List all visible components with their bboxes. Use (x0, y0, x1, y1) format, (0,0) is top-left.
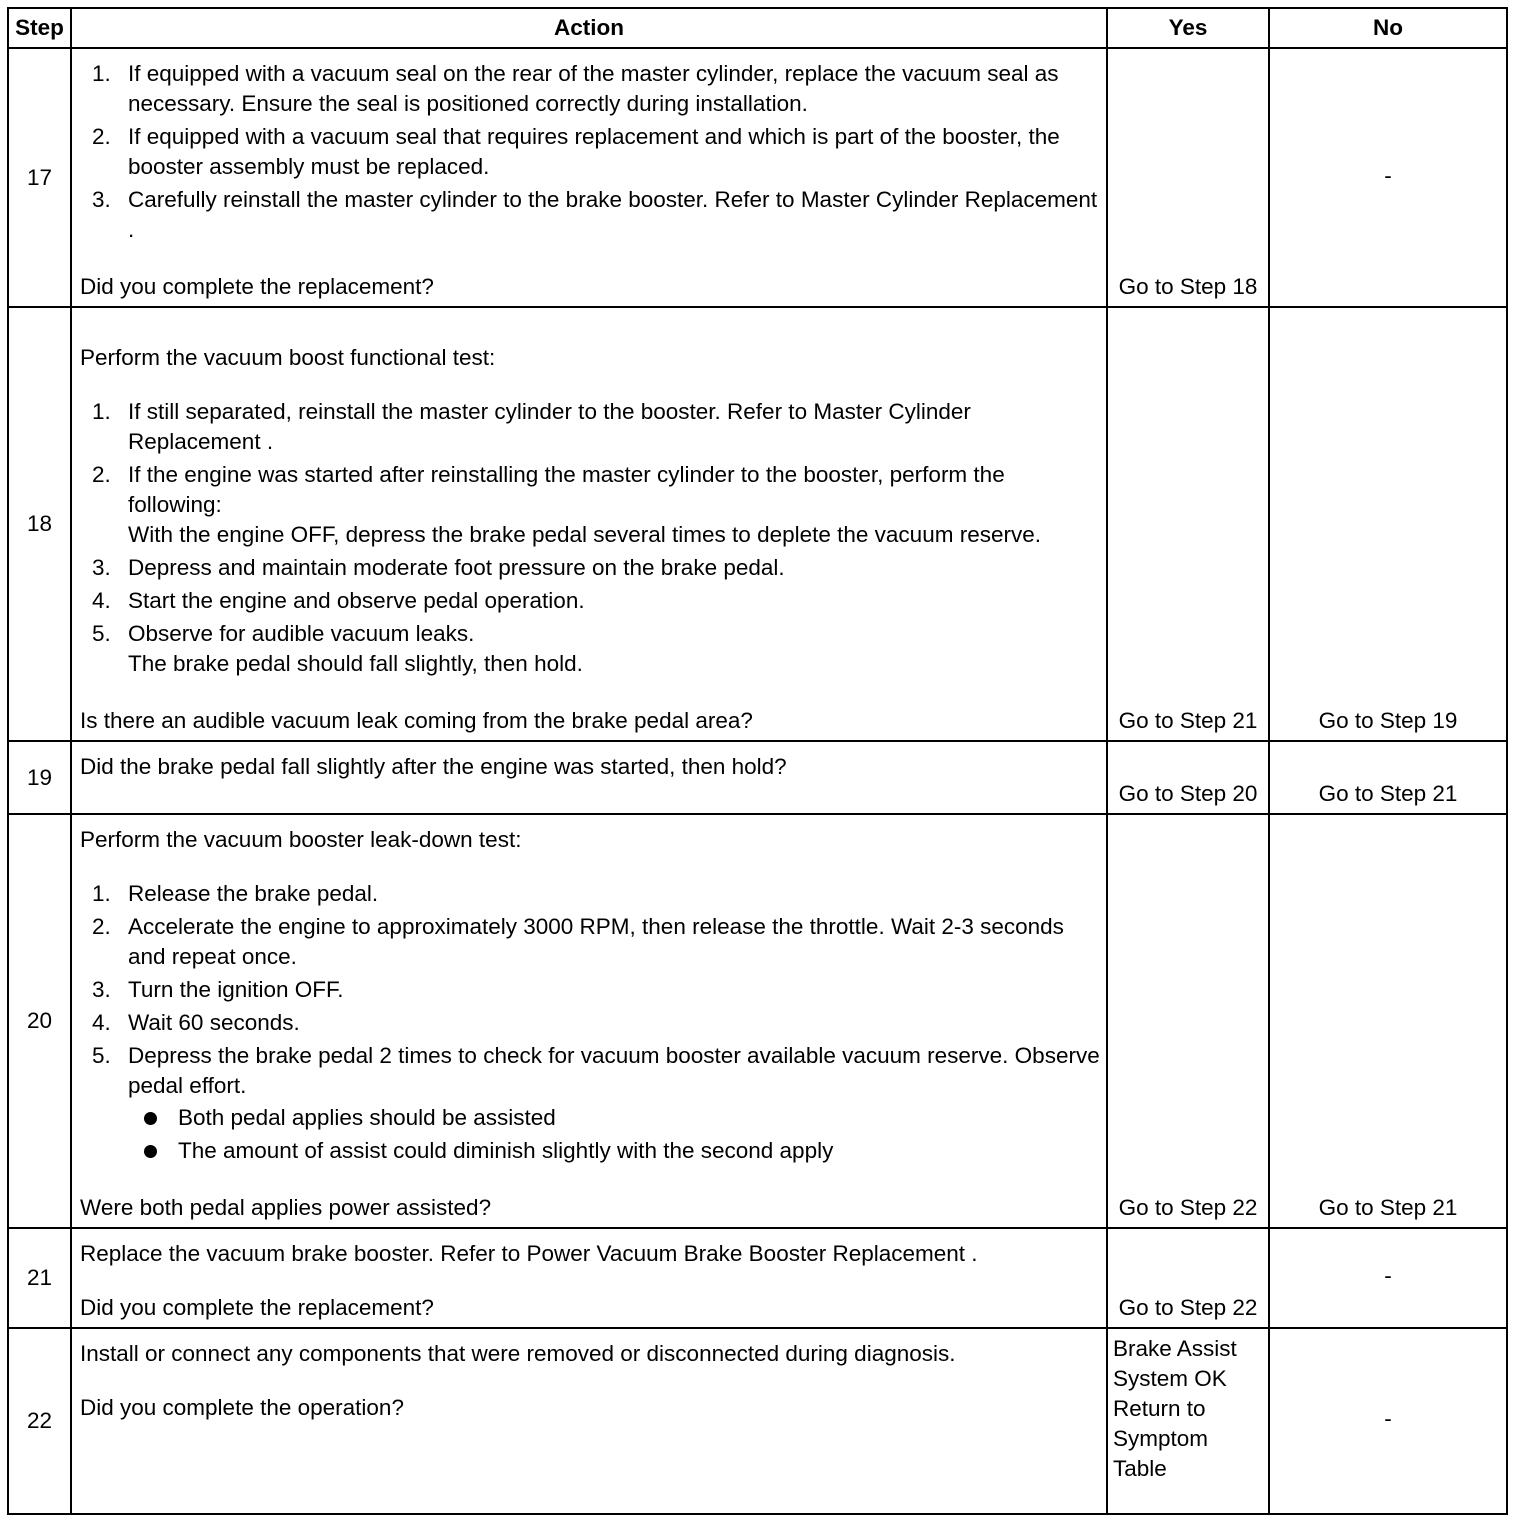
step-number: 17 (8, 48, 71, 307)
no-cell: - (1269, 48, 1507, 307)
step-number: 20 (8, 814, 71, 1228)
yes-result: Brake Assist System OK (1113, 1336, 1237, 1391)
header-row (8, 8, 1507, 48)
list-item: 2. If the engine was started after reinstalling the master cylinder to the booster, perform the following: With the engine OFF, depress the brake pedal several times to deplete the vacuum reserve. (92, 462, 1041, 547)
yes-cell: Go to Step 20 (1107, 741, 1269, 814)
action-cell (71, 814, 1107, 1228)
list-item: 3. Turn the ignition OFF. (92, 977, 344, 1002)
question-text: Were both pedal applies power assisted? (80, 1195, 492, 1220)
intro-text: Perform the vacuum boost functional test: (80, 345, 496, 370)
step-number: 22 (8, 1328, 71, 1514)
diagnostic-table (7, 7, 1508, 1515)
question-text: Is there an audible vacuum leak coming from the brake pedal area? (80, 708, 753, 733)
yes-cell: Go to Step 22 (1107, 1228, 1269, 1328)
list-item: 2. If equipped with a vacuum seal that requires replacement and which is part of the booster, the booster assembly must be replaced. (92, 124, 1060, 179)
question-text: Did you complete the operation? (80, 1395, 404, 1420)
header-step: Step (8, 8, 71, 48)
step-note: With the engine OFF, depress the brake pedal several times to deplete the vacuum reserve. (128, 522, 1041, 547)
intro-text: Perform the vacuum booster leak-down test: (80, 827, 522, 852)
step-note: The brake pedal should fall slightly, then hold. (128, 651, 583, 676)
numbered-list (80, 59, 1100, 245)
bullet-item: The amount of assist could diminish slightly with the second apply (128, 1136, 1100, 1166)
list-item: 5. Observe for audible vacuum leaks. The brake pedal should fall slightly, then hold. (92, 621, 583, 676)
bullet-icon (144, 1112, 157, 1125)
bullet-icon (144, 1145, 157, 1158)
list-item: 5. Depress the brake pedal 2 times to check for vacuum booster available vacuum reserve. Observe pedal effort. Both pedal applies should be assisted The amount of assist could diminish slightly with the second apply (80, 1041, 1100, 1166)
header-no: No (1269, 8, 1507, 48)
list-item: 2. Accelerate the engine to approximately 3000 RPM, then release the throttle. Wait 2-3 seconds and repeat once. (92, 914, 1064, 969)
list-item: 3. Carefully reinstall the master cylinder to the brake booster. Refer to Master Cylinder Replacement . (92, 187, 1098, 242)
no-cell: Go to Step 21 (1269, 741, 1507, 814)
no-cell: Go to Step 19 (1269, 307, 1507, 741)
list-item: 1. If still separated, reinstall the master cylinder to the booster. Refer to Master Cylinder Replacement . (92, 399, 971, 454)
list-item: 3. Depress and maintain moderate foot pressure on the brake pedal. (92, 555, 785, 580)
action-cell (71, 48, 1107, 307)
table-row (8, 1228, 1507, 1328)
action-cell (71, 1328, 1107, 1514)
bullet-item: Both pedal applies should be assisted (128, 1103, 1100, 1133)
action-cell (71, 741, 1107, 814)
question-text: Did the brake pedal fall slightly after the engine was started, then hold? (80, 754, 787, 779)
action-cell (71, 1228, 1107, 1328)
no-cell: Go to Step 21 (1269, 814, 1507, 1228)
question-text: Did you complete the replacement? (80, 1295, 434, 1320)
list-item: 1. If equipped with a vacuum seal on the rear of the master cylinder, replace the vacuum seal as necessary. Ensure the seal is positioned correctly during installation. (92, 61, 1059, 116)
action-cell (71, 307, 1107, 741)
header-yes: Yes (1107, 8, 1269, 48)
numbered-list (80, 397, 1100, 679)
list-item: 4. Wait 60 seconds. (92, 1010, 300, 1035)
step-number: 19 (8, 741, 71, 814)
intro-text: Install or connect any components that were removed or disconnected during diagnosis. (80, 1341, 956, 1366)
question-text: Did you complete the replacement? (80, 274, 434, 299)
yes-result: Return to Symptom Table (1113, 1396, 1209, 1481)
step-number: 18 (8, 307, 71, 741)
no-cell: - (1269, 1228, 1507, 1328)
yes-cell: Go to Step 21 (1107, 307, 1269, 741)
table-row (8, 307, 1507, 741)
table-row (8, 48, 1507, 307)
list-item: 4. Start the engine and observe pedal operation. (92, 588, 585, 613)
header-action: Action (71, 8, 1107, 48)
yes-cell: Go to Step 22 (1107, 814, 1269, 1228)
table-row (8, 741, 1507, 814)
no-cell: - (1269, 1328, 1507, 1514)
intro-text: Replace the vacuum brake booster. Refer to Power Vacuum Brake Booster Replacement . (80, 1241, 978, 1266)
step-number: 21 (8, 1228, 71, 1328)
bullet-list (128, 1103, 1100, 1166)
yes-cell (1107, 1328, 1269, 1514)
table-row (8, 1328, 1507, 1514)
yes-cell: Go to Step 18 (1107, 48, 1269, 307)
table-row (8, 814, 1507, 1228)
list-item: 1. Release the brake pedal. (92, 881, 379, 906)
numbered-list (80, 879, 1100, 1166)
